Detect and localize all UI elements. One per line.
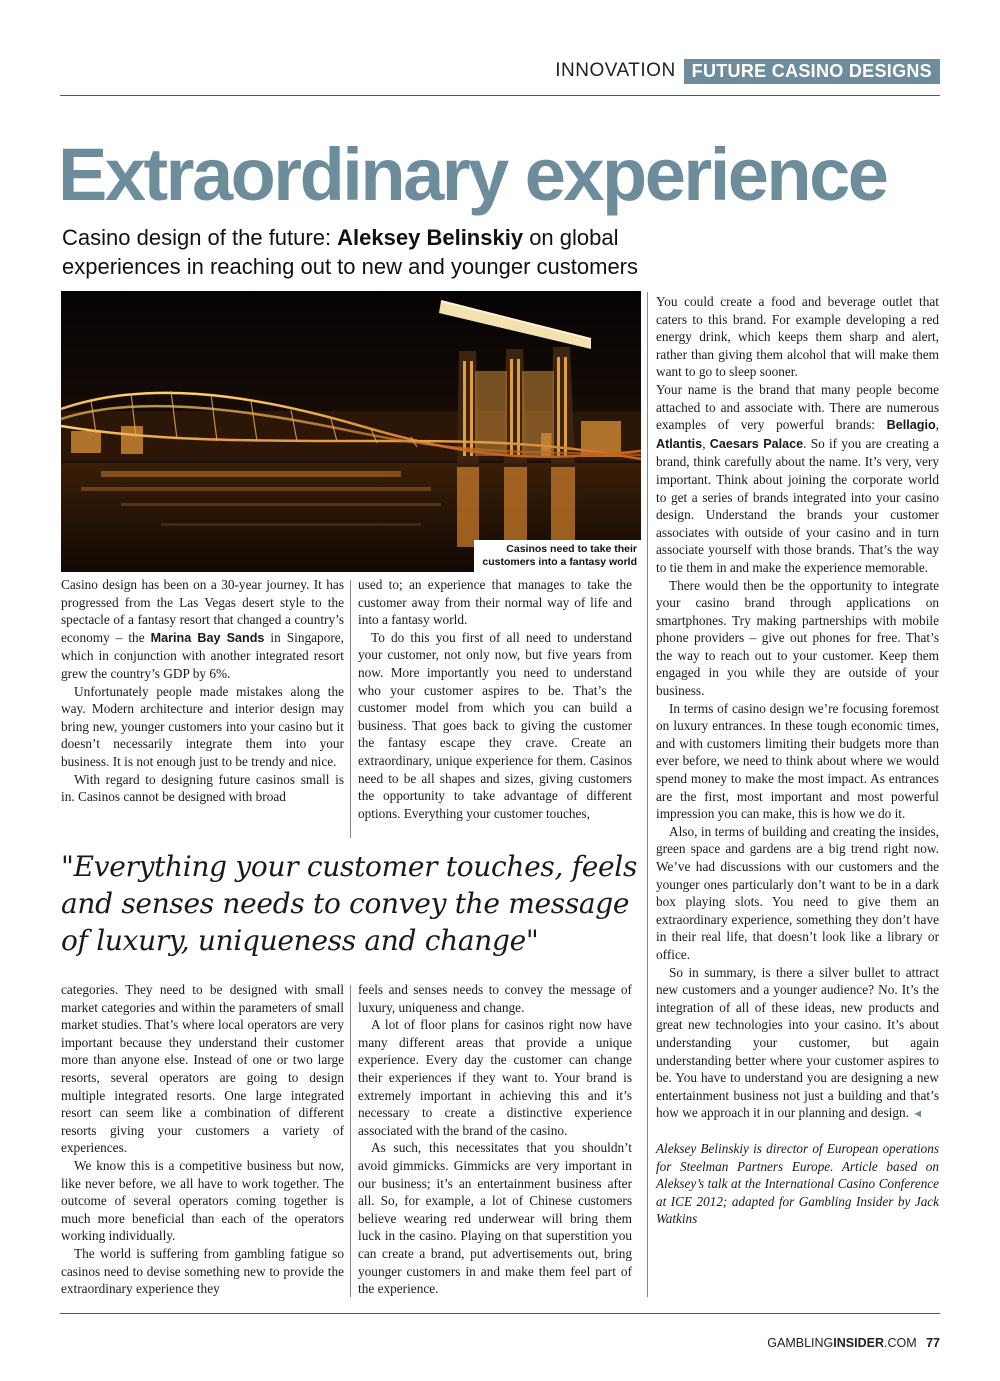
- column-divider: [350, 985, 351, 1297]
- brand-bellagio: Bellagio: [886, 418, 936, 433]
- footer-rule: [60, 1313, 940, 1314]
- paragraph: feels and senses needs to convey the message of luxury, uniqueness and change.: [358, 982, 632, 1015]
- header-rule: [60, 95, 940, 96]
- paragraph: You could create a food and beverage outlet that caters to this brand. For example developing a red energy drink, which keeps them sharp and alert, rather than giving them alcohol that will make them want to go to sleep sooner.: [656, 294, 939, 380]
- standfirst-author: Aleksey Belinskiy: [337, 225, 524, 250]
- paragraph: Unfortunately people made mistakes along the way. Modern architecture and interior design may bring new, younger customers into your casino but it doesn’t necessarily integrate them into your business. It is not enough just to be trendy and nice.: [61, 683, 344, 769]
- page-number: 77: [926, 1336, 940, 1350]
- paragraph: As such, this necessitates that you shouldn’t avoid gimmicks. Gimmicks are very important in our business; it’s an entertainment business after all. So, for example, a lot of Chinese customers believe wearing red underwear will bring them luck in the casino. Playing on that superstition you can create a brand, put advertisements out, bring younger customers in and make them feel part of the experience.: [358, 1140, 632, 1297]
- paragraph: In terms of casino design we’re focusing foremost on luxury entrances. In these tough economic times, and with customers limiting their budgets more than ever before, we need to think about where we would spend money to make the most impact. As entrances are the first, most important and most powerful impression you can make, this is how we do it.: [656, 700, 939, 822]
- paragraph: With regard to designing future casinos small is in. Casinos cannot be designed with broad: [61, 771, 344, 805]
- author-bio: Aleksey Belinskiy is director of European operations for Steelman Partners Europe. Article based on Aleksey’s talk at the International Casino Conference at ICE 2012; adapted for Gambling Insider by Jack Watkins: [656, 1140, 939, 1227]
- paragraph: To do this you first of all need to understand your customer, not only now, but five years from now. More importantly you need to understand who your customer aspires to be. That’s the customer model from which you can build a business. That goes back to giving the customer the fantasy escape they crave. Create an extraordinary, unique experience for them. Casinos need to be all shapes and sizes, giving customers the opportunity to take advantage of different options. Everything your customer touches,: [358, 629, 632, 821]
- paragraph: used to; an experience that manages to take the customer away from their normal way of life and into a fantasy world.: [358, 577, 632, 628]
- column-3: [656, 293, 939, 1228]
- paragraph: We know this is a competitive business but now, like never before, we all have to work together. The outcome of several operators coming together is much more beneficial than each of the operators working individually.: [61, 1157, 344, 1244]
- brand-atlantis: Atlantis: [656, 436, 703, 451]
- marina-bay-sands-name: Marina Bay Sands: [150, 630, 265, 645]
- text: So in summary, is there a silver bullet to attract new customers and a younger audience? No. It’s the integration of all of these ideas, new products and great new technologies into your casino. It’s about understanding your customer, but again understanding better where your customer aspires to be. You have to understand you are designing a new entertainment business not just a building and that’s how we approach it in our planning and design.: [656, 964, 939, 1121]
- category-label: INNOVATION: [555, 60, 676, 81]
- column-divider: [350, 580, 351, 838]
- paragraph: Also, in terms of building and creating the insides, green space and gardens are a big trend right now. We’ve had discussions with our customers and the younger ones particularly don’t want to be in a dark box playing slots. You need to give them an extraordinary experience, something they don’t have in their real life, that doesn’t look like a library or office.: [656, 823, 939, 962]
- night-skyline-illustration: [61, 291, 641, 572]
- photo-caption: [474, 540, 641, 572]
- column-divider: [647, 292, 648, 1297]
- paragraph: A lot of floor plans for casinos right now have many different areas that provide a unique experience. Every day the customer can change their experiences if they want to. Your brand is extremely important in achieving this and it’s necessary to create a distinctive experience associated with the brand of the casino.: [358, 1017, 632, 1138]
- section-tag: FUTURE CASINO DESIGNS: [684, 59, 940, 84]
- paragraph: categories. They need to be designed with small market categories and within the parameters of small market studies. That’s where local operators are very important because they understand their customer more than anyone else. Instead of one or two large resorts, several operators are going to design multiple integrated resorts. One large integrated resort can seem like a combination of different resorts giving your customers a variety of experiences.: [61, 982, 344, 1156]
- page-footer: [767, 1336, 940, 1350]
- end-mark-icon: ◄: [912, 1108, 924, 1121]
- pull-quote: "Everything your customer touches, feels and senses needs to convey the message of luxury, uniqueness and change": [61, 850, 638, 957]
- caption-line-1: Casinos need to take their: [506, 543, 637, 555]
- text: . So if you are creating a brand, think carefully about the name. It’s very, very important. Think about joining the corporate world to get a series of brands integrated into your casino design. Understand the brands your customer associates with outside of your casino and in turn associate yourself with those brands. That’s the way to tie them in and make the experience memorable.: [656, 435, 939, 575]
- site-bold: INSIDER: [833, 1336, 884, 1350]
- standfirst: [62, 223, 702, 281]
- site-suffix: .COM: [883, 1336, 917, 1350]
- caption-line-2: customers into a fantasy world: [482, 556, 637, 568]
- paragraph: The world is suffering from gambling fatigue so casinos need to devise something new to provide the extraordinary experience they: [61, 1245, 344, 1297]
- column-1-bottom: [61, 981, 344, 1298]
- column-1-top: [61, 576, 344, 806]
- paragraph: There would then be the opportunity to integrate your casino brand through applications on smartphones. Try making partnerships with mobile phone providers – give out phones for free. That’s the way to reach out to your customer. Keep them engaged in you while they are outside of your business.: [656, 577, 939, 699]
- paragraph: [61, 576, 344, 683]
- paragraph: Your name is the brand that many people become attached to and associate with. There are numerous examples of very powerful brands: Bellagio, Atlantis, Caesars Palace. So if you are creating a brand, think carefully about the name. It’s very, very important. Think about joining the corporate world to get a series of brands integrated into your casino design. Understand the brands your customer associates with outside of your casino and in turn associate yourself with those brands. That’s the way to tie them in and make the experience memorable.: [656, 381, 939, 575]
- section-header: [555, 58, 940, 84]
- article-title: Extraordinary experience: [58, 133, 887, 216]
- site-prefix: GAMBLING: [767, 1336, 834, 1350]
- standfirst-intro: Casino design of the future:: [62, 225, 338, 250]
- marina-bay-sands-photo: [61, 291, 641, 572]
- brand-caesars-palace: Caesars Palace: [709, 436, 804, 451]
- standfirst-rest: on global experiences in reaching out to new and younger customers: [62, 225, 639, 279]
- text: in Singapore, which in conjunction with another integrated resort grew the country’s GDP by 6%.: [61, 629, 344, 681]
- text: Casino design has been on a 30-year journey. It has progressed from the Las Vegas desert style to the spectacle of a fantasy resort that changed a country’s economy – the: [61, 577, 344, 645]
- column-2-bottom: [358, 981, 632, 1298]
- paragraph: [656, 964, 939, 1124]
- text: Your name is the brand that many people become attached to and associate with. There are numerous examples of very powerful brands:: [656, 381, 939, 433]
- column-2-top: [358, 576, 632, 822]
